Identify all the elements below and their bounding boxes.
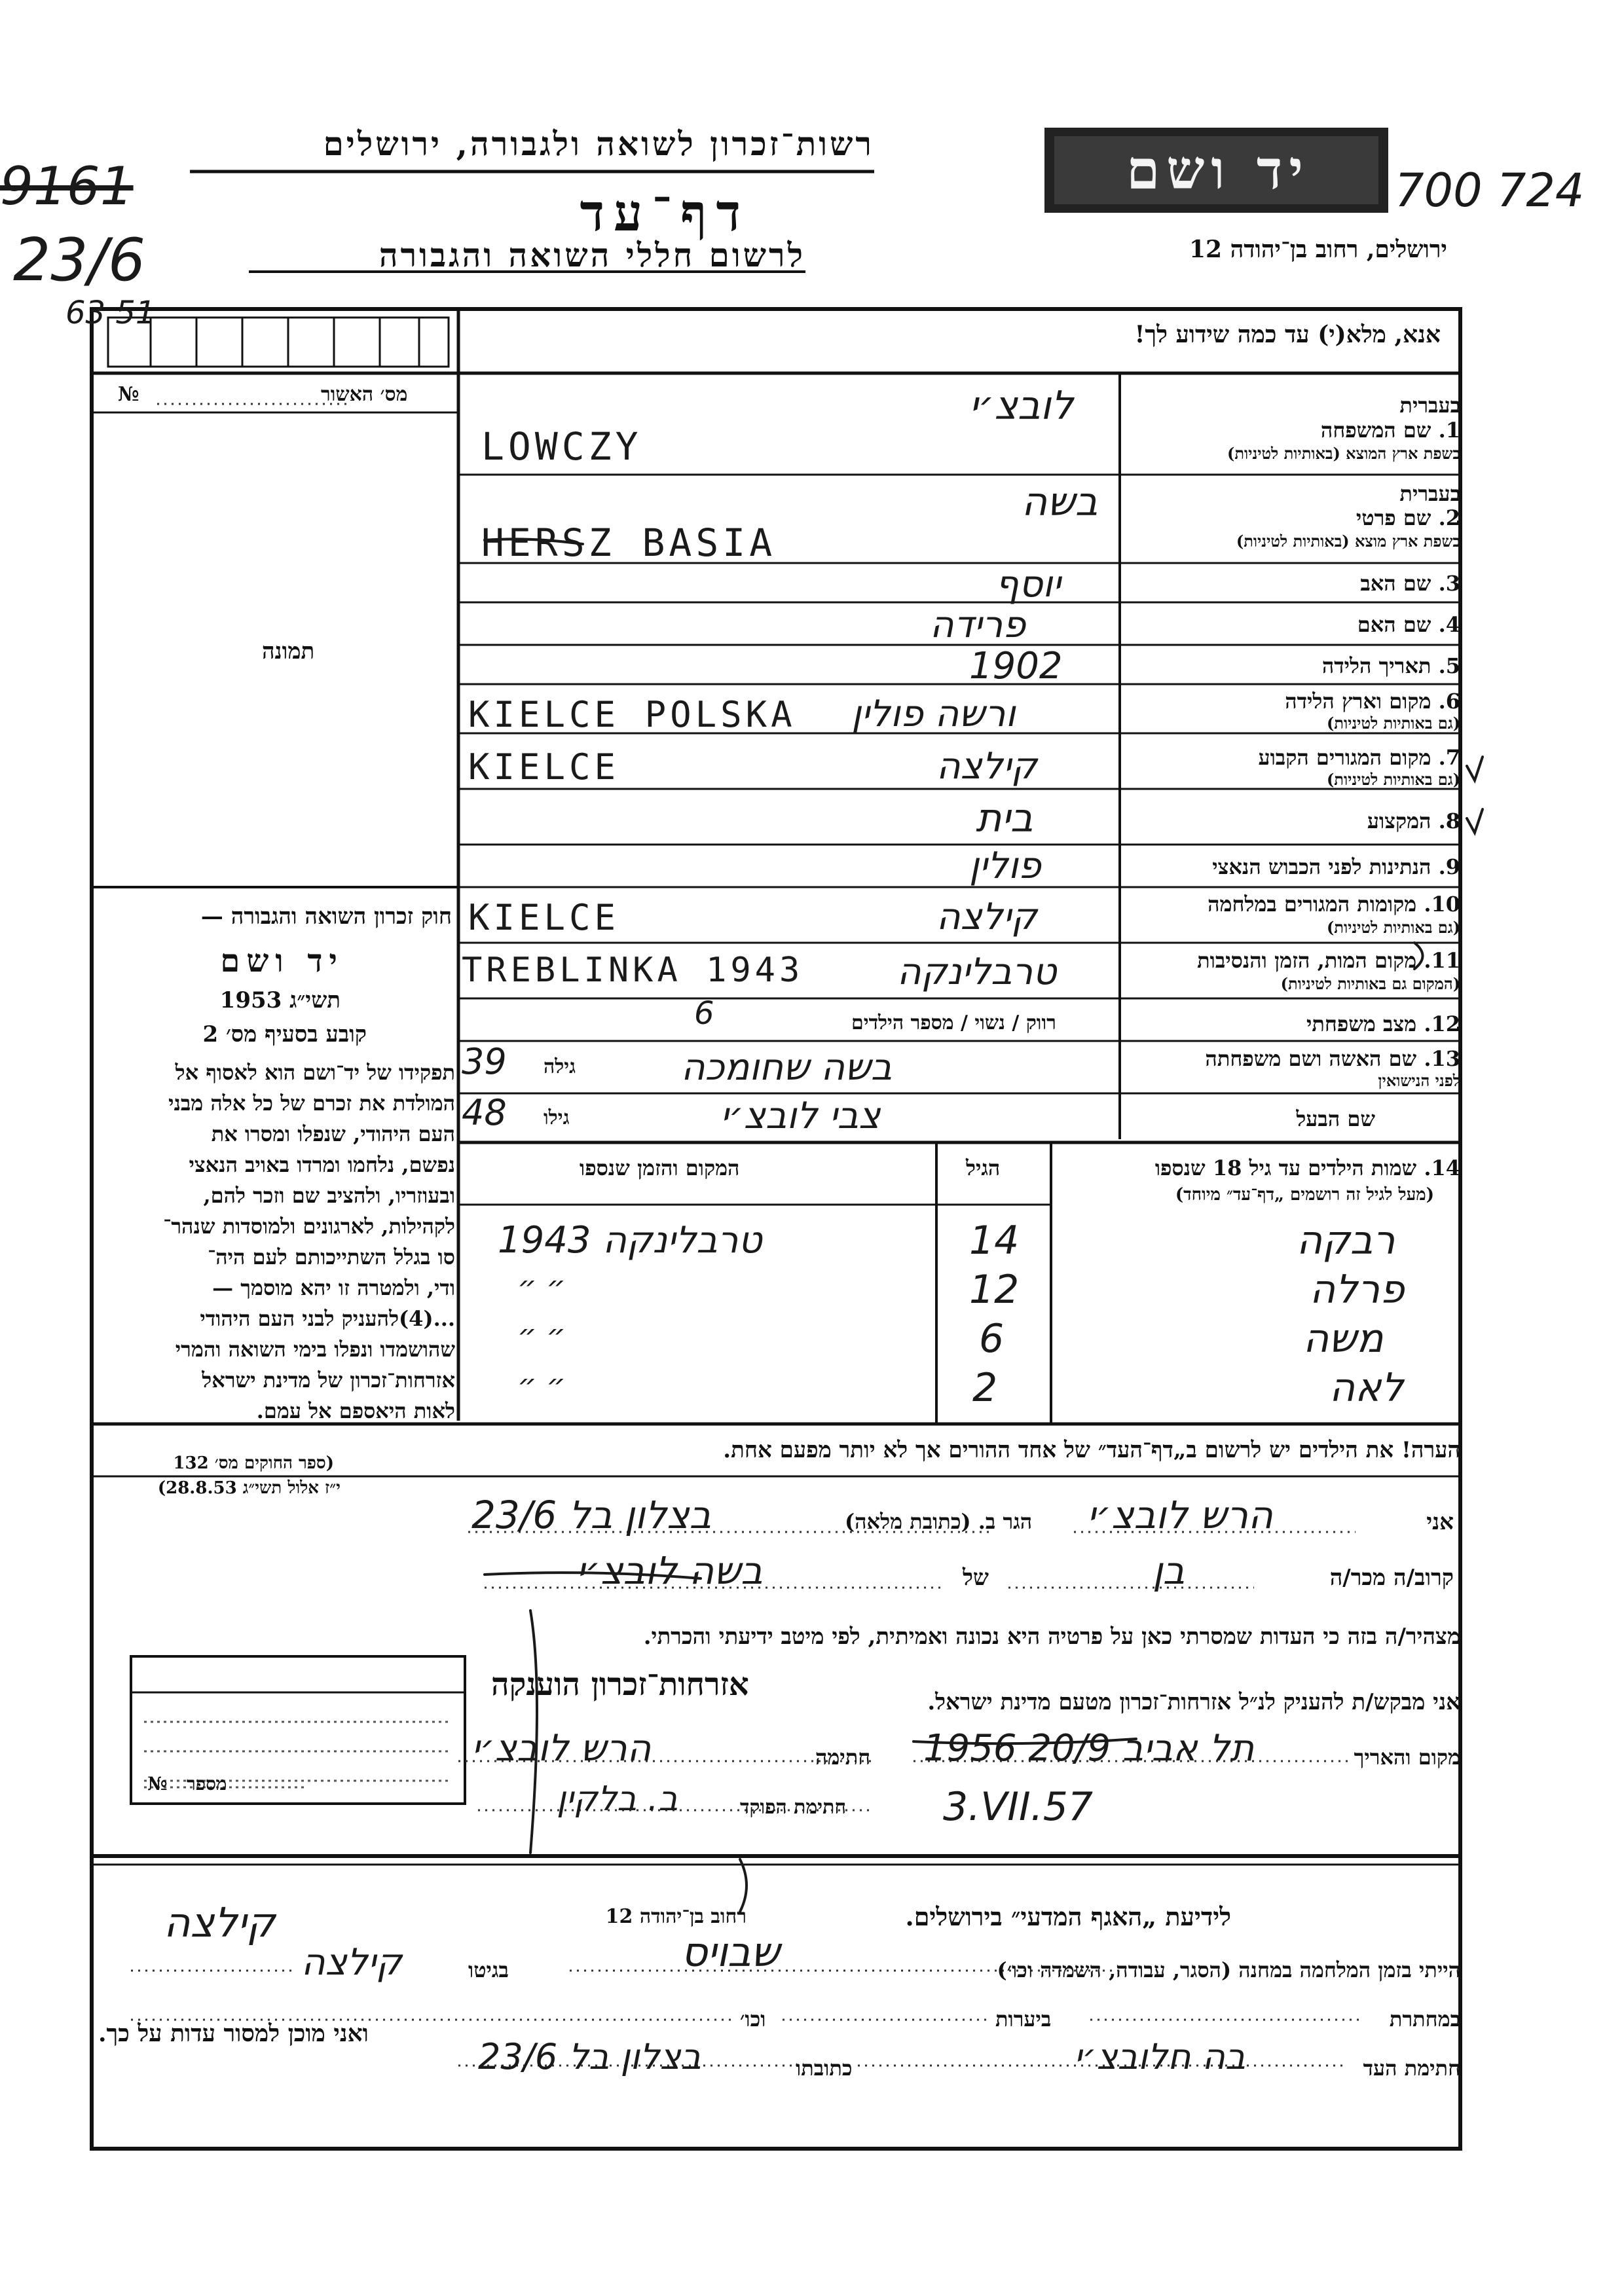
wartime-residence-hebrew[interactable]: קילצה — [936, 896, 1037, 938]
child-place[interactable]: טרבלינקה 1943 — [498, 1219, 762, 1262]
child-place[interactable]: ״ ״ — [517, 1367, 566, 1402]
citizenship-before[interactable]: פולין — [969, 845, 1041, 887]
child-age[interactable]: 12 — [969, 1267, 1020, 1313]
law-year: תשי״ג 1953 — [219, 987, 341, 1013]
header-address: ירושלים, רחוב בן־יהודה 12 — [1189, 236, 1447, 263]
form-title: דף־עד — [580, 183, 750, 243]
residence-latin[interactable]: KIELCE — [468, 746, 620, 788]
wife-age-label: גילה — [544, 1055, 576, 1078]
death-place-latin[interactable]: TREBLINKA 1943 — [462, 951, 804, 990]
law-line: המולדת את זכרם של כל אלה מבני — [168, 1091, 455, 1116]
child-name[interactable]: פרלה — [1310, 1267, 1405, 1313]
field-12-num: 12. — [1424, 1011, 1460, 1036]
field-2-num: 2. — [1438, 505, 1460, 530]
citizenship-number-symbol: № — [147, 1773, 168, 1795]
yad-vashem-logo: יד ושם — [1126, 139, 1310, 202]
mother-name[interactable]: פרידה — [930, 604, 1026, 646]
first-name-hebrew[interactable]: בשה — [1022, 479, 1098, 525]
law-line: לקהילות, לארגונים ולמוסדות שנהר־ — [163, 1214, 455, 1239]
field-2-lang: בעברית — [1399, 481, 1460, 506]
intro-instruction: אנא, מלא(י) עד כמה שידוע לך! — [1134, 321, 1441, 348]
note: הערה! את הילדים יש לרשום ב„דף־העד״ של אחד ההורים אך לא יותר מפעם אחת. — [723, 1437, 1460, 1463]
field-10-num: 10. — [1424, 892, 1460, 917]
child-place[interactable]: ״ ״ — [517, 1269, 566, 1304]
law-line: אזרחות־זכרון של מדינת ישראל — [202, 1368, 455, 1393]
field-12-name: מצב משפחתי — [1306, 1011, 1417, 1036]
law-line: נפשם, נלחמו ומרדו באויב הנאצי — [189, 1152, 455, 1177]
underground-label: במחתרת — [1389, 2007, 1460, 2032]
ghetto-label: בגיטו — [468, 1958, 509, 1982]
family-name-hebrew[interactable]: לובצ׳י — [969, 383, 1074, 429]
field-6-num: 6. — [1438, 689, 1460, 714]
birth-place-latin[interactable]: KIELCE POLSKA — [468, 694, 796, 735]
field-6-label — [1285, 689, 1460, 714]
child-age[interactable]: 2 — [972, 1365, 998, 1411]
decl-request: אני מבקש/ת להעניק לנ״ל אזרחות־זכרון מטעם מדינת ישראל. — [927, 1689, 1460, 1715]
field-7-label — [1258, 745, 1460, 770]
field-10-label — [1208, 892, 1460, 917]
field-2-name: שם פרטי — [1356, 505, 1431, 530]
law-line: ...(4)להעניק לבני העם היהודי — [200, 1306, 455, 1331]
child-age[interactable]: 6 — [979, 1316, 1005, 1362]
margin-note-crossed: 9161 — [0, 156, 134, 217]
children-title — [1155, 1156, 1460, 1180]
law-reference-2: י״ז אלול תשי״ג 28.8.53) — [157, 1478, 341, 1498]
form-subtitle: לרשום חללי השואה והגבורה — [378, 236, 805, 274]
field-13-sub: לפני הנישואין — [1378, 1071, 1460, 1090]
field-6-sub: (גם באותיות לטיניות) — [1326, 714, 1460, 733]
citizenship-box-title: אזרחות־זכרון הוענקה — [491, 1666, 749, 1703]
ready-statement: ואני מוכן למסור עדות על כך. — [98, 2020, 369, 2047]
residence-hebrew[interactable]: קילצה — [936, 745, 1037, 788]
field-5-label — [1322, 653, 1460, 678]
relation-value[interactable]: בן — [1153, 1548, 1185, 1593]
children-col-age: הגיל — [966, 1156, 1001, 1180]
children-subtitle: (מעל לגיל זה רושמים „דף־עד״ מיוחד) — [1175, 1185, 1434, 1205]
witness-signature-label: חתימת העד — [1363, 2056, 1460, 2081]
signature-label: חתימה — [815, 1745, 871, 1770]
decl-address-label: הגר ב. (כתובת מלאה) — [845, 1509, 1033, 1534]
field-2-label — [1356, 505, 1460, 530]
wife-name[interactable]: בשה שחומכה — [681, 1046, 893, 1089]
law-line: ובעוזריו, ולהציב שם וזכר להם, — [203, 1183, 455, 1208]
field-8-name: המקצוע — [1367, 809, 1431, 833]
institution-name: רשות־זכרון לשואה ולגבורה, ירושלים — [323, 124, 874, 163]
child-age[interactable]: 14 — [969, 1218, 1020, 1264]
approval-number-symbol: № — [118, 383, 139, 406]
children-num: 14. — [1424, 1156, 1460, 1180]
husband-label: שם הבעל — [1296, 1106, 1375, 1131]
place-date-value[interactable]: תל אביב 20/9 1956 — [923, 1727, 1255, 1770]
field-5-num: 5. — [1438, 653, 1460, 678]
ghetto-value[interactable]: קילצה — [301, 1941, 402, 1984]
forests-label: ביערות — [995, 2007, 1052, 2032]
margin-note-top-right: 700 724 — [1395, 164, 1585, 217]
field-10-name: מקומות המגורים במלחמה — [1208, 892, 1417, 917]
margin-note-63-51: 63 51 — [65, 295, 156, 331]
field-6-name: מקום וארץ הלידה — [1285, 689, 1431, 714]
field-9-num: 9. — [1438, 854, 1460, 879]
declarant-signature[interactable]: הרש לובצ׳י — [471, 1727, 652, 1770]
citizenship-number-label: מספר — [187, 1773, 227, 1795]
footer-address: רחוב בן־יהודה 12 — [605, 1905, 747, 1928]
field-13-name: שם האשה ושם משפחתה — [1205, 1046, 1417, 1071]
field-13-label — [1205, 1046, 1460, 1071]
witness-signature[interactable]: בה חלובצ׳י — [1074, 2036, 1246, 2077]
law-line: העם היהודי, שנפלו ומסרו את — [211, 1121, 455, 1146]
footer-margin-scribble: קילצה — [164, 1899, 276, 1946]
declarant-address[interactable]: בצלון בל 23/6 — [471, 1493, 712, 1537]
declarant-name[interactable]: הרש לובצ׳י — [1087, 1493, 1273, 1537]
officer-date[interactable]: 3.VII.57 — [943, 1784, 1094, 1830]
child-place[interactable]: ״ ״ — [517, 1317, 566, 1353]
field-1-label — [1321, 418, 1460, 443]
field-2-sub: בשפת ארץ מוצא (באותיות לטיניות) — [1236, 532, 1460, 551]
law-reference-1: (ספר החוקים מס׳ 132 — [173, 1453, 334, 1473]
birth-place-hebrew[interactable]: ורשה פולין — [851, 693, 1016, 735]
law-name: יד ושם — [220, 943, 344, 979]
field-4-label — [1357, 612, 1460, 637]
child-name[interactable]: משה — [1303, 1316, 1384, 1362]
profession[interactable]: בית — [976, 795, 1033, 841]
decl-relative-label: קרוב/ה מכר/ה — [1329, 1565, 1454, 1591]
officer-signature[interactable]: ב. בלקין — [557, 1779, 678, 1819]
witness-address[interactable]: בצלון בל 23/6 — [478, 2036, 701, 2077]
etc-label: וכו׳ — [740, 2007, 766, 2032]
field-8-label — [1367, 809, 1460, 833]
field-13-num: 13. — [1424, 1046, 1460, 1071]
field-7-num: 7. — [1438, 745, 1460, 770]
field-1-num: 1. — [1438, 418, 1460, 443]
field-9-label — [1212, 854, 1460, 879]
field-1-sub: בשפת ארץ המוצא (באותיות לטיניות) — [1227, 444, 1460, 463]
law-line: לאות היאספם אל עמם. — [256, 1398, 455, 1423]
father-name[interactable]: יוסף — [995, 563, 1061, 606]
first-name-latin[interactable]: HERSZ BASIA — [481, 520, 777, 565]
children-count[interactable]: 6 — [694, 995, 714, 1032]
law-line: סו בגלל השתייכותם לעם היה־ — [207, 1245, 455, 1269]
field-10-sub: (גם באותיות לטיניות) — [1326, 918, 1460, 937]
field-1-lang: בעברית — [1399, 393, 1460, 418]
field-11-label — [1197, 948, 1460, 973]
wartime-residence-latin[interactable]: KIELCE — [468, 897, 620, 938]
officer-signature-label: חתימת הפוקד — [740, 1796, 847, 1819]
decl-i-label: אני — [1426, 1509, 1454, 1535]
children-title-text: שמות הילדים עד גיל 18 שנספו — [1154, 1156, 1417, 1180]
field-4-num: 4. — [1438, 612, 1460, 637]
photo-label: תמונה — [262, 638, 315, 665]
field-9-name: הנתינות לפני הכבוש הנאצי — [1212, 854, 1431, 879]
field-3-name: שם האב — [1360, 571, 1431, 596]
decl-statement: מצהיר/ה בזה כי העדות שמסרתי כאן על פרטיה היא נכונה ואמיתית, לפי מיטב ידיעתי והכרתי. — [643, 1624, 1460, 1650]
camp-line-label: הייתי בזמן המלחמה במחנה (הסגר, עבודה, השמדה וכו׳) — [997, 1958, 1460, 1982]
field-8-num: 8. — [1438, 809, 1460, 833]
law-text — [98, 1057, 455, 1427]
child-name[interactable]: רבקה — [1297, 1218, 1395, 1264]
law-line: שהושמדו ונפלו בימי השואה והמרי — [175, 1337, 455, 1362]
witness-address-label: כתובתו — [796, 2056, 853, 2081]
decl-of-label: של — [963, 1565, 989, 1591]
husband-name[interactable]: צבי לובצ׳י — [720, 1095, 881, 1137]
law-line: ודי, ולמטרה זו יהא מוסמך — — [212, 1275, 455, 1300]
field-3-num: 3. — [1438, 571, 1460, 596]
approval-number-label: מס׳ האשור — [321, 383, 408, 406]
margin-note-23-6: 23/6 — [13, 226, 146, 295]
law-line: תפקידו של יד־ושם הוא לאסוף אל — [175, 1060, 455, 1085]
law-title: חוק זכרון השואה והגבורה — — [200, 903, 452, 930]
field-11-num: 11. — [1424, 948, 1460, 973]
field-4-name: שם האם — [1357, 612, 1431, 637]
field-11-sub: (המקום גם באותיות לטיניות) — [1280, 974, 1460, 993]
victim-name-repeat[interactable]: בשה לובצ׳י — [576, 1548, 763, 1593]
field-7-name: מקום המגורים הקבוע — [1258, 745, 1431, 770]
place-date-label: מקום והאריך — [1354, 1745, 1460, 1770]
field-5-name: תאריך הלידה — [1321, 653, 1431, 678]
death-place-hebrew[interactable]: טרבלינקה — [897, 951, 1057, 993]
family-name-latin[interactable]: LOWCZY — [481, 424, 642, 469]
field-11-name: מקום המות, הזמן והנסיבות — [1197, 948, 1417, 973]
field-3-label — [1360, 571, 1460, 596]
birth-date[interactable]: 1902 — [969, 645, 1063, 687]
footer-title: לידיעת „האגף המדעי״ בירושלים. — [905, 1902, 1231, 1931]
field-7-sub: (גם באותיות לטיניות) — [1326, 770, 1460, 789]
field-1-name: שם המשפחה — [1320, 418, 1431, 443]
field-12-label — [1306, 1011, 1460, 1036]
camp-value[interactable]: שבויס — [681, 1928, 780, 1976]
child-name[interactable]: לאה — [1329, 1365, 1404, 1411]
husband-age[interactable]: 48 — [462, 1092, 507, 1133]
husband-age-label: גילו — [544, 1106, 570, 1129]
law-section: קובע בסעיף מס׳ 2 — [202, 1021, 367, 1048]
wife-age[interactable]: 39 — [462, 1041, 507, 1082]
marital-options: רווק / נשוי / מספר הילדים — [851, 1011, 1056, 1034]
children-col-place: המקום והזמן שנספו — [580, 1156, 740, 1180]
